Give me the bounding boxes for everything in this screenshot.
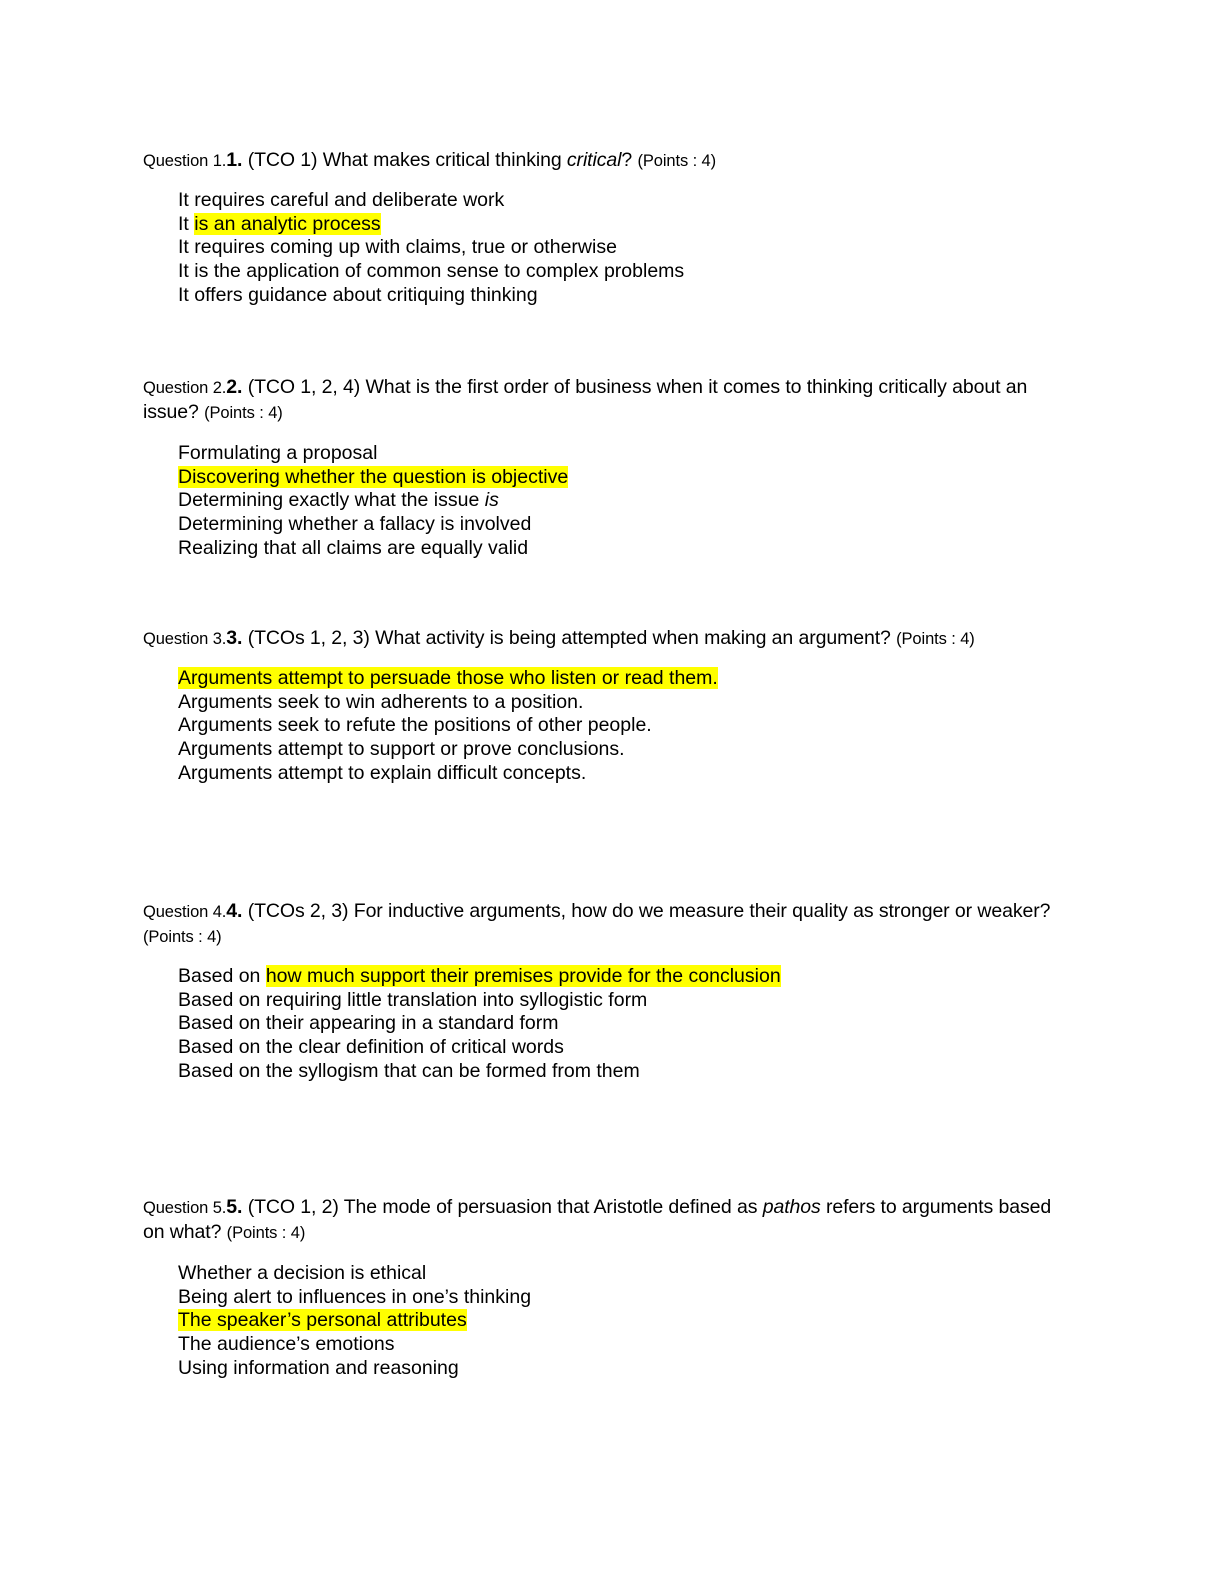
question-number: 4. <box>226 900 243 922</box>
answer-option: Whether a decision is ethical <box>178 1262 427 1284</box>
question-text: ? <box>621 149 638 171</box>
answer-option: It offers guidance about critiquing thinking <box>178 283 538 306</box>
answer-option-highlighted: It is an analytic process <box>178 212 381 235</box>
answer-option: Being alert to influences in one’s thinking <box>178 1285 532 1308</box>
points-label: (Points : 4) <box>204 404 283 422</box>
answer-option: Determining whether a fallacy is involved <box>178 513 532 536</box>
question-1 <box>143 148 1073 308</box>
answer-highlight: Arguments attempt to persuade those who listen or read them. <box>178 667 718 689</box>
question-label: Question 1. <box>143 152 227 170</box>
question-text-italic: critical <box>566 149 622 171</box>
question-5 <box>143 1195 1073 1381</box>
answer-option-highlighted <box>178 1309 1073 1333</box>
question-5-prompt <box>143 1195 1073 1245</box>
question-label: Question 5. <box>143 1199 227 1217</box>
answer-option: Based on the syllogism that can be formed from them <box>178 1059 640 1082</box>
answer-option: Determining exactly what the issue is <box>178 489 499 512</box>
question-number: 3. <box>226 627 243 649</box>
question-text: (TCO 1, 2) The mode of persuasion that Aristotle defined as <box>242 1196 763 1218</box>
answer-option: The audience’s emotions <box>178 1333 395 1356</box>
answer-highlight: Discovering whether the question is objective <box>178 465 569 488</box>
question-label: Question 2. <box>143 379 227 397</box>
answer-option: Based on requiring little translation into syllogistic form <box>178 988 648 1011</box>
answer-option: It requires careful and deliberate work <box>178 189 505 211</box>
question-4-prompt <box>143 899 1073 949</box>
question-number: 5. <box>226 1196 243 1218</box>
points-label: (Points : 4) <box>896 630 975 648</box>
answer-highlight: The speaker’s personal attributes <box>178 1309 467 1332</box>
question-1-prompt <box>143 148 1073 173</box>
answer-option-highlighted: Based on how much support their premises provide for the conclusion <box>178 965 781 987</box>
answer-option: Based on the clear definition of critical words <box>178 1036 564 1059</box>
question-number: 1. <box>226 149 243 171</box>
question-2 <box>143 375 1073 561</box>
answer-option: It requires coming up with claims, true or otherwise <box>178 236 617 259</box>
answer-list <box>143 1262 1073 1381</box>
answer-option: Arguments attempt to explain difficult concepts. <box>178 761 587 784</box>
answer-list <box>143 189 1073 308</box>
answer-option: Arguments seek to win adherents to a position. <box>178 690 584 713</box>
question-4 <box>143 899 1073 1084</box>
question-text: (TCOs 1, 2, 3) What activity is being attempted when making an argument? <box>242 627 897 649</box>
answer-option: Formulating a proposal <box>178 442 378 464</box>
question-text: (TCO 1) What makes critical thinking <box>242 149 567 171</box>
question-text-italic: pathos <box>762 1196 821 1218</box>
answer-option: Arguments seek to refute the positions of other people. <box>178 714 652 737</box>
answer-highlight: is an analytic process <box>194 212 381 235</box>
answer-list <box>143 442 1073 561</box>
answer-list <box>143 667 1073 786</box>
question-text: (TCOs 2, 3) For inductive arguments, how do we measure their quality as stronger or weaker? <box>242 900 1051 922</box>
answer-option: Based on their appearing in a standard form <box>178 1012 559 1035</box>
question-text: refers to arguments based on what? <box>143 1196 1052 1243</box>
answer-option: It is the application of common sense to complex problems <box>178 260 685 283</box>
answer-option: Realizing that all claims are equally valid <box>178 536 529 559</box>
points-label: (Points : 4) <box>143 928 222 946</box>
question-label: Question 3. <box>143 630 227 648</box>
answer-option-highlighted <box>178 667 1073 691</box>
points-label: (Points : 4) <box>637 152 717 170</box>
answer-option: Using information and reasoning <box>178 1356 459 1379</box>
question-label: Question 4. <box>143 903 227 921</box>
question-3-prompt <box>143 626 1073 651</box>
question-3 <box>143 626 1073 786</box>
points-label: (Points : 4) <box>226 1224 306 1242</box>
question-number: 2. <box>226 376 243 398</box>
answer-highlight: how much support their premises provide for the conclusion <box>265 965 781 987</box>
question-2-prompt <box>143 375 1073 425</box>
answer-option: Arguments attempt to support or prove conclusions. <box>178 738 625 761</box>
question-text: (TCO 1, 2, 4) What is the first order of business when it comes to thinking critically about an issue? <box>143 376 1028 423</box>
answer-list <box>143 965 1073 1084</box>
answer-option-highlighted <box>178 466 1073 490</box>
